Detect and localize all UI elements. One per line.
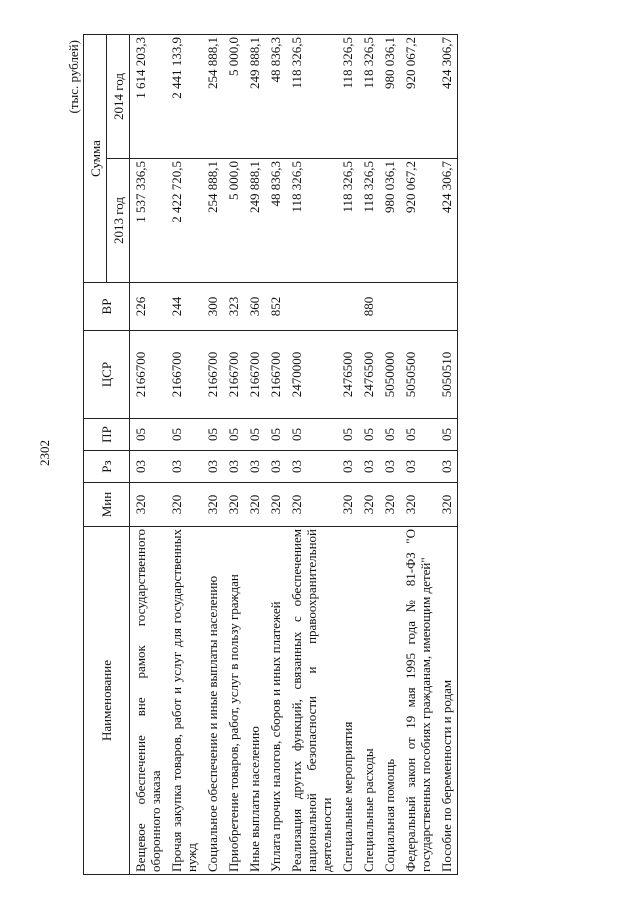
table-row xyxy=(286,35,337,875)
row-min: 320 xyxy=(166,483,202,527)
col-sum-header: Сумма xyxy=(84,35,107,283)
row-min: 320 xyxy=(265,483,286,527)
row-min: 320 xyxy=(130,483,167,527)
row-rz: 03 xyxy=(202,451,223,483)
row-csr: 2476500 xyxy=(337,331,358,419)
row-rz: 03 xyxy=(358,451,379,483)
row-name: Реализация других функций, связанных с обеспечением национальной безопасности и правоохранительной деятельности xyxy=(286,527,337,875)
row-2014-amount: 118 326,5 xyxy=(337,35,358,159)
row-2013-amount: 5 000,0 xyxy=(223,159,244,283)
table-row xyxy=(223,35,244,875)
table-row xyxy=(379,35,400,875)
row-csr: 2166700 xyxy=(265,331,286,419)
budget-table xyxy=(83,34,458,875)
col-csr-header: ЦСР xyxy=(84,331,130,419)
row-pr: 05 xyxy=(358,419,379,451)
row-csr: 2166700 xyxy=(202,331,223,419)
table-row xyxy=(337,35,358,875)
row-2013-amount: 118 326,5 xyxy=(286,159,337,283)
row-2013-amount: 980 036,1 xyxy=(379,159,400,283)
row-vr: 226 xyxy=(130,283,167,331)
row-name: Федеральный закон от 19 мая 1995 года № 81-ФЗ "О государственных пособиях гражданам, имеющим детей" xyxy=(400,527,436,875)
row-pr: 05 xyxy=(337,419,358,451)
row-2013-amount: 920 067,2 xyxy=(400,159,436,283)
row-name: Прочая закупка товаров, работ и услуг для государственных нужд xyxy=(166,527,202,875)
row-rz: 03 xyxy=(130,451,167,483)
table-row xyxy=(166,35,202,875)
row-2013-amount: 118 326,5 xyxy=(358,159,379,283)
row-2013-amount: 249 888,1 xyxy=(244,159,265,283)
col-rz-header: Рз xyxy=(84,451,130,483)
row-pr: 05 xyxy=(400,419,436,451)
row-name: Социальная помощь xyxy=(379,527,400,875)
table-row xyxy=(436,35,458,875)
units-label: (тыс. рублей) xyxy=(66,40,81,114)
row-pr: 05 xyxy=(379,419,400,451)
row-name: Вещевое обеспечение вне рамок государственного оборонного заказа xyxy=(130,527,167,875)
row-csr: 5050510 xyxy=(436,331,458,419)
row-csr: 2166700 xyxy=(244,331,265,419)
row-vr xyxy=(400,283,436,331)
rotated-page-content xyxy=(66,35,591,875)
row-pr: 05 xyxy=(286,419,337,451)
row-2013-amount: 2 422 720,5 xyxy=(166,159,202,283)
row-pr: 05 xyxy=(166,419,202,451)
row-vr xyxy=(379,283,400,331)
row-name: Социальное обеспечение и иные выплаты населению xyxy=(202,527,223,875)
row-rz: 03 xyxy=(244,451,265,483)
row-vr xyxy=(337,283,358,331)
row-min: 320 xyxy=(337,483,358,527)
table-row xyxy=(202,35,223,875)
row-2014-amount: 424 306,7 xyxy=(436,35,458,159)
row-pr: 05 xyxy=(244,419,265,451)
row-rz: 03 xyxy=(436,451,458,483)
row-csr: 2166700 xyxy=(130,331,167,419)
row-2014-amount: 1 614 203,3 xyxy=(130,35,167,159)
row-2013-amount: 254 888,1 xyxy=(202,159,223,283)
row-vr: 852 xyxy=(265,283,286,331)
row-2014-amount: 254 888,1 xyxy=(202,35,223,159)
col-2013-header: 2013 год xyxy=(107,159,130,283)
row-csr: 5050000 xyxy=(379,331,400,419)
row-csr: 5050500 xyxy=(400,331,436,419)
row-rz: 03 xyxy=(379,451,400,483)
row-name: Пособие по беременности и родам xyxy=(436,527,458,875)
table-row xyxy=(265,35,286,875)
row-pr: 05 xyxy=(223,419,244,451)
row-rz: 03 xyxy=(166,451,202,483)
row-vr: 244 xyxy=(166,283,202,331)
row-min: 320 xyxy=(436,483,458,527)
row-rz: 03 xyxy=(337,451,358,483)
row-name: Специальные мероприятия xyxy=(337,527,358,875)
table-row xyxy=(130,35,167,875)
row-csr: 2166700 xyxy=(166,331,202,419)
row-min: 320 xyxy=(202,483,223,527)
row-2014-amount: 48 836,3 xyxy=(265,35,286,159)
row-pr: 05 xyxy=(436,419,458,451)
row-2014-amount: 118 326,5 xyxy=(358,35,379,159)
row-vr: 300 xyxy=(202,283,223,331)
col-vr-header: ВР xyxy=(84,283,130,331)
row-min: 320 xyxy=(223,483,244,527)
row-2014-amount: 920 067,2 xyxy=(400,35,436,159)
row-pr: 05 xyxy=(202,419,223,451)
row-pr: 05 xyxy=(130,419,167,451)
row-name: Иные выплаты населению xyxy=(244,527,265,875)
row-2013-amount: 424 306,7 xyxy=(436,159,458,283)
row-2014-amount: 5 000,0 xyxy=(223,35,244,159)
row-min: 320 xyxy=(400,483,436,527)
row-2014-amount: 118 326,5 xyxy=(286,35,337,159)
row-min: 320 xyxy=(358,483,379,527)
row-2013-amount: 1 537 336,5 xyxy=(130,159,167,283)
row-2013-amount: 118 326,5 xyxy=(337,159,358,283)
row-vr: 323 xyxy=(223,283,244,331)
col-min-header: Мин xyxy=(84,483,130,527)
row-min: 320 xyxy=(244,483,265,527)
row-name: Специальные расходы xyxy=(358,527,379,875)
row-2013-amount: 48 836,3 xyxy=(265,159,286,283)
row-2014-amount: 2 441 133,9 xyxy=(166,35,202,159)
page-number: 2302 xyxy=(37,440,52,466)
row-2014-amount: 249 888,1 xyxy=(244,35,265,159)
row-rz: 03 xyxy=(265,451,286,483)
row-vr xyxy=(436,283,458,331)
col-pr-header: ПР xyxy=(84,419,130,451)
table-row xyxy=(400,35,436,875)
row-csr: 2470000 xyxy=(286,331,337,419)
row-2014-amount: 980 036,1 xyxy=(379,35,400,159)
row-pr: 05 xyxy=(265,419,286,451)
row-rz: 03 xyxy=(286,451,337,483)
row-vr: 360 xyxy=(244,283,265,331)
table-row xyxy=(358,35,379,875)
row-csr: 2166700 xyxy=(223,331,244,419)
row-min: 320 xyxy=(379,483,400,527)
table-row xyxy=(244,35,265,875)
row-name: Уплата прочих налогов, сборов и иных платежей xyxy=(265,527,286,875)
row-name: Приобретение товаров, работ, услуг в пользу граждан xyxy=(223,527,244,875)
row-csr: 2476500 xyxy=(358,331,379,419)
row-min: 320 xyxy=(286,483,337,527)
row-vr: 880 xyxy=(358,283,379,331)
row-rz: 03 xyxy=(223,451,244,483)
col-name-header: Наименование xyxy=(84,527,130,875)
col-2014-header: 2014 год xyxy=(107,35,130,159)
row-rz: 03 xyxy=(400,451,436,483)
row-vr xyxy=(286,283,337,331)
